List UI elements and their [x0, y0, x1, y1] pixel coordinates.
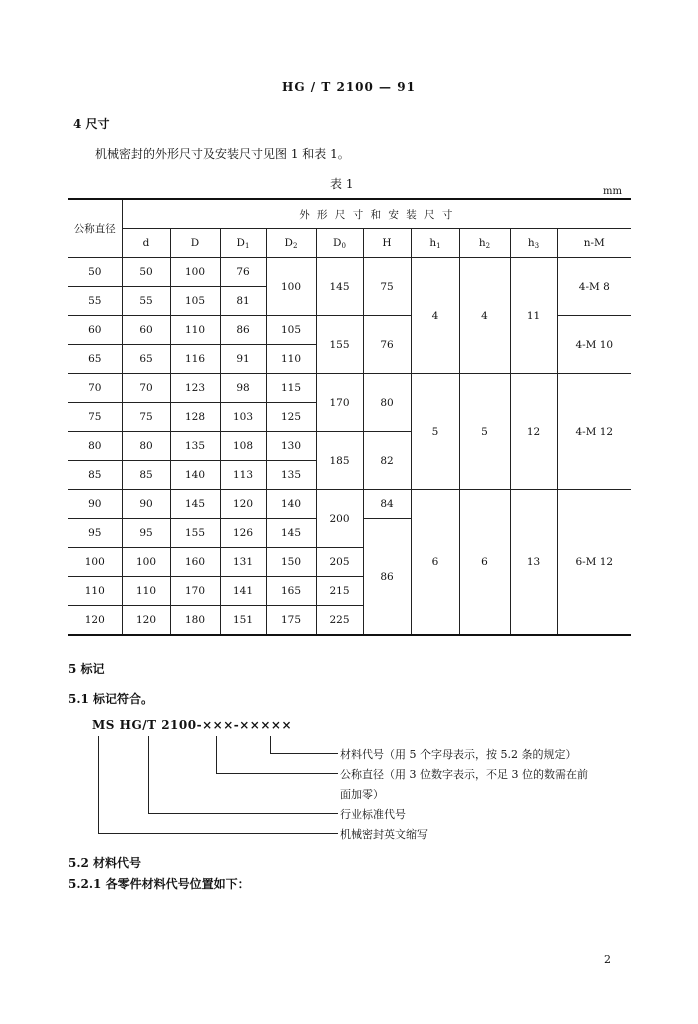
cell-D: 105 [170, 287, 220, 316]
cell-h3: 13 [510, 490, 557, 636]
col-h3: $h_3$ [510, 229, 557, 258]
cell-D2: 140 [266, 490, 316, 519]
cell-D0: 215 [316, 577, 363, 606]
cell-D0: 185 [316, 432, 363, 490]
cell-d: 50 [122, 258, 170, 287]
cell-D: 140 [170, 461, 220, 490]
table-row: 55 [68, 287, 122, 316]
cell-D1: 81 [220, 287, 266, 316]
cell-D0: 200 [316, 490, 363, 548]
cell-D1: 151 [220, 606, 266, 636]
cell-D1: 120 [220, 490, 266, 519]
cell-h2: 6 [459, 490, 510, 636]
cell-D2: 115 [266, 374, 316, 403]
cell-D0: 145 [316, 258, 363, 316]
cell-D: 155 [170, 519, 220, 548]
cell-D2: 130 [266, 432, 316, 461]
table-row: 85 [68, 461, 122, 490]
section-5-2-1-heading: 5.2.1 各零件材料代号位置如下： [68, 877, 250, 891]
cell-D: 110 [170, 316, 220, 345]
marking-code: MS HG/T 2100-×××-××××× [92, 718, 292, 732]
cell-D2: 135 [266, 461, 316, 490]
page-number: 2 [604, 953, 611, 966]
section-4-heading: 4 尺寸 [73, 117, 110, 131]
cell-D0: 225 [316, 606, 363, 636]
table-row: 50 [68, 258, 122, 287]
table-row: 90 [68, 490, 122, 519]
cell-h3: 12 [510, 374, 557, 490]
label-material-code: 材料代号（用 5 个字母表示，按 5.2 条的规定） [340, 748, 577, 761]
document-header: HG / T 2100 — 91 [282, 80, 416, 94]
cell-D0: 170 [316, 374, 363, 432]
cell-D1: 103 [220, 403, 266, 432]
section-5-2-heading: 5.2 材料代号 [68, 856, 142, 870]
cell-d: 95 [122, 519, 170, 548]
cell-nM: 4-M 10 [557, 316, 631, 374]
col-nM: n-M [557, 229, 631, 258]
cell-D2: 165 [266, 577, 316, 606]
cell-H: 80 [363, 374, 411, 432]
cell-D1: 76 [220, 258, 266, 287]
cell-h1: 4 [411, 258, 459, 374]
label-english-abbrev: 机械密封英文缩写 [340, 828, 428, 841]
cell-nM: 4-M 8 [557, 258, 631, 316]
cell-nM: 4-M 12 [557, 374, 631, 490]
col-D: D [170, 229, 220, 258]
cell-h1: 6 [411, 490, 459, 636]
col-D2: $D_2$ [266, 229, 316, 258]
cell-D: 170 [170, 577, 220, 606]
cell-d: 85 [122, 461, 170, 490]
cell-d: 70 [122, 374, 170, 403]
cell-D: 123 [170, 374, 220, 403]
cell-D2: 145 [266, 519, 316, 548]
cell-h2: 5 [459, 374, 510, 490]
cell-H: 75 [363, 258, 411, 316]
table-row: 95 [68, 519, 122, 548]
table-row: 70 [68, 374, 122, 403]
cell-D0: 205 [316, 548, 363, 577]
cell-D1: 141 [220, 577, 266, 606]
table-title: 表 1 [330, 177, 354, 191]
cell-D: 145 [170, 490, 220, 519]
cell-D2: 105 [266, 316, 316, 345]
section-5-1-heading: 5.1 标记符合。 [68, 692, 154, 706]
cell-H: 84 [363, 490, 411, 519]
cell-D1: 86 [220, 316, 266, 345]
col-h2: $h_2$ [459, 229, 510, 258]
cell-D: 180 [170, 606, 220, 636]
col-H: H [363, 229, 411, 258]
section-5-heading: 5 标记 [68, 662, 105, 676]
label-industry-standard: 行业标准代号 [340, 808, 406, 821]
col-d: d [122, 229, 170, 258]
cell-D: 116 [170, 345, 220, 374]
cell-d: 55 [122, 287, 170, 316]
cell-h3: 11 [510, 258, 557, 374]
header-group: 外 形 尺 寸 和 安 装 尺 寸 [122, 199, 631, 229]
label-nominal-diameter: 公称直径（用 3 位数字表示，不足 3 位的数需在前 [340, 768, 588, 781]
table-row: 100 [68, 548, 122, 577]
cell-H: 86 [363, 519, 411, 636]
cell-H: 82 [363, 432, 411, 490]
cell-D: 100 [170, 258, 220, 287]
label-nominal-diameter-cont: 面加零） [340, 788, 384, 801]
cell-D1: 108 [220, 432, 266, 461]
table-row: 75 [68, 403, 122, 432]
cell-D1: 126 [220, 519, 266, 548]
cell-D1: 98 [220, 374, 266, 403]
cell-D: 135 [170, 432, 220, 461]
cell-h2: 4 [459, 258, 510, 374]
cell-D2: 110 [266, 345, 316, 374]
cell-D1: 91 [220, 345, 266, 374]
cell-d: 110 [122, 577, 170, 606]
cell-d: 60 [122, 316, 170, 345]
cell-d: 65 [122, 345, 170, 374]
cell-d: 90 [122, 490, 170, 519]
col-D1: $D_1$ [220, 229, 266, 258]
table-row: 60 [68, 316, 122, 345]
cell-D2: 150 [266, 548, 316, 577]
col-D0: $D_0$ [316, 229, 363, 258]
cell-D1: 113 [220, 461, 266, 490]
cell-nM: 6-M 12 [557, 490, 631, 636]
cell-D: 128 [170, 403, 220, 432]
cell-D2: 125 [266, 403, 316, 432]
table-row: 120 [68, 606, 122, 636]
table-row: 65 [68, 345, 122, 374]
cell-d: 100 [122, 548, 170, 577]
cell-D1: 131 [220, 548, 266, 577]
cell-h1: 5 [411, 374, 459, 490]
cell-d: 120 [122, 606, 170, 636]
cell-d: 80 [122, 432, 170, 461]
table-unit: mm [603, 186, 622, 197]
dimensions-table [68, 198, 631, 636]
cell-D: 160 [170, 548, 220, 577]
cell-D2: 100 [266, 258, 316, 316]
table-row: 80 [68, 432, 122, 461]
col-h1: $h_1$ [411, 229, 459, 258]
cell-H: 76 [363, 316, 411, 374]
table-row: 110 [68, 577, 122, 606]
header-nominal-diameter: 公称直径 [68, 199, 122, 258]
cell-D0: 155 [316, 316, 363, 374]
cell-d: 75 [122, 403, 170, 432]
section-4-body: 机械密封的外形尺寸及安装尺寸见图 1 和表 1。 [95, 147, 350, 161]
cell-D2: 175 [266, 606, 316, 636]
